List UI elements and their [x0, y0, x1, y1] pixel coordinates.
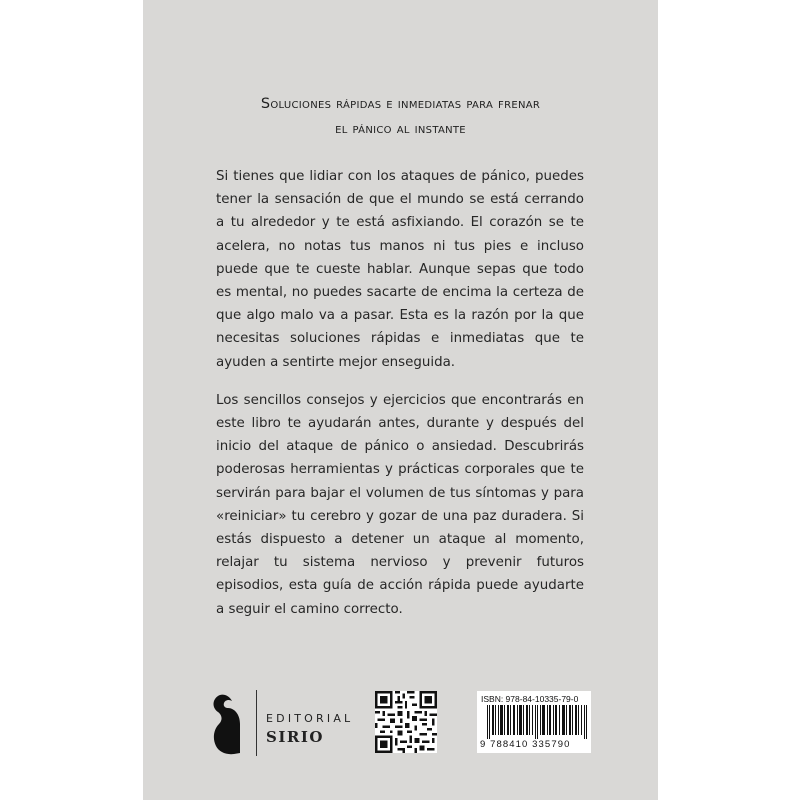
logo-divider [256, 690, 257, 756]
barcode-bars-icon [487, 705, 587, 739]
back-cover [143, 0, 658, 800]
publisher-name-line-2: SIRIO [266, 728, 324, 746]
blurb-paragraph-1: Si tienes que lidiar con los ataques de pánico, puedes tener la sensación de que el mundo se está cerrando a tu alrededor y te está asfixiando. El corazón se te acelera, no notas tus manos ni tus pies e incluso puede que te cueste hablar. Aunque sepas que todo es mental, no puedes sacarte de encima la certeza de que algo malo va a pasar. Esta es la razón por la que necesitas soluciones rápidas e inmediatas que te ayuden a sentirte mejor enseguida. [216, 169, 584, 370]
isbn-label: ISBN: 978-84-10335-79-0 [481, 694, 579, 704]
publisher-logo [210, 690, 360, 760]
qr-code-icon [375, 691, 437, 753]
subtitle-line-2: el pánico al instante [335, 121, 466, 137]
swan-logo-icon [210, 694, 242, 756]
subtitle-line-1: Soluciones rápidas e inmediatas para frenar [260, 96, 541, 112]
barcode [477, 691, 591, 753]
ean-digits: 9 788410 335790 [480, 739, 571, 750]
subtitle [143, 92, 658, 142]
publisher-name-line-1: EDITORIAL [266, 712, 354, 725]
blurb [216, 165, 584, 636]
blurb-paragraph-2: Los sencillos consejos y ejercicios que encontrarás en este libro te ayudarán antes, durante y después del inicio del ataque de pánico o ansiedad. Descubrirás poderosas herramientas y prácticas corporales que te servirán para bajar el volumen de tus síntomas y para «reiniciar» tu cerebro y gozar de una paz duradera. Si estás dispuesto a detener un ataque al momento, relajar tu sistema nervioso y prevenir futuros episodios, esta guía de acción rápida puede ayudarte a seguir el camino correcto. [216, 392, 584, 617]
